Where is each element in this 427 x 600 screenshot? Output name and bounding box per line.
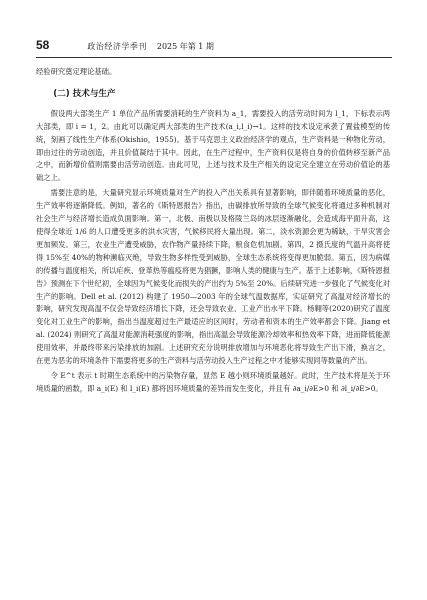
section-heading: (二) 技术与生产: [53, 88, 116, 99]
page-header: [36, 38, 392, 58]
paragraph-0: 经验研究奠定理论基础。: [36, 67, 117, 76]
page-number: 58: [36, 38, 50, 52]
article-body: [36, 66, 390, 396]
issue-label: 2025 年第 1 期: [156, 42, 214, 51]
journal-title: 政治经济学季刊: [87, 42, 147, 51]
paragraph-3: 令 E^t 表示 t 时期生态系统中的污染物存量，显然 E 越小则环境质量越好。此时，生产技术将是关于环境质量的函数，即 a_i(E) 和 l_i(E) 都将因环境质量的差异而发生变化，并且有 ∂a_i/∂E>0 和 ∂l_i/∂E>0。: [36, 370, 390, 393]
paragraph-2: 需要注意的是，大量研究显示环境质量对生产的投入产出关系具有显著影响，即伴随着环境质量的恶化，生产效率将逐渐降低。例如，著名的《斯特恩报告》指出，由碳排放所导致的全球气候变化将通过多种机制对社会生产与经济增长造成负面影响。第一，北极、南极以及格陵兰岛的冰层逐渐融化，会造成海平面升高，这使得全球近 1/6 的人口遭受更多的洪水灾害，气候移民将大量出现。第二，淡水资源会更为稀缺，干旱灾害会更加频发。第三，农业生产遭受威胁，农作物产量持续下降，粮食危机加剧。第四，2 摄氏度的气温升高将使得 15%至 40%的物种濒临灭绝，导致生物多样性受到威胁，全球生态系统将变得更加脆弱。第五，因为病媒的传播与温度相关，所以疟疾、登革热等瘟疫将更为猖獗，影响人类的健康与生产。基于上述影响，《斯特恩报告》预测在下个世纪初，全球因为气候变化而损失的产出约为 5%至 20%。后续研究进一步强化了气候变化对生产的影响。Dell et al. (2012) 构建了 1950—2003 年的全球气温数据库，实证研究了高温对经济增长的影响，研究发现高温不仅会导致经济增长下降，还会导致农业、工业产出水平下降。杨翱等(2020)研究了温度变化对工业生产的影响，指出当温度超过生产最适应的区间时，劳动者和资本的生产效率都会下降。Jiang et al. (2024) 则研究了高温对能源消耗强度的影响，指出高温会导致能源冷却效率和热效率下降，进而降低能源使用效率，并最终带来污染排放的加剧。上述研究充分说明排放增加与环境恶化将导致生产出下滑，换言之，在更为恶劣的环境条件下需要将更多的生产资料与活劳动投入生产过程之中才能够实现同等数量的产出。: [36, 188, 390, 366]
paragraph-1: 假设两大部类生产 1 单位产品所需要消耗的生产资料为 a_1，需要投入的活劳动时间为 l_1，下标表示两大部类，即 i = 1，2。由此可以确定两大部类的生产技术(a_i,l_i)→1。这样的技术设定承袭了置盐模型的传统，刻画了线性生产体系(Okishio，1955)。基于马克思主义政治经济学的观点，生产资料是一种物化劳动，即由过往的劳动创造，并且价值凝结于其中。因此，在生产过程中，生产资料仅是将自身的价值转移至新产品之中，而新增价值则需要由活劳动创造。由此可见，上述与技术及生产相关的设定完全建立在劳动价值论的基础之上。: [36, 108, 390, 183]
